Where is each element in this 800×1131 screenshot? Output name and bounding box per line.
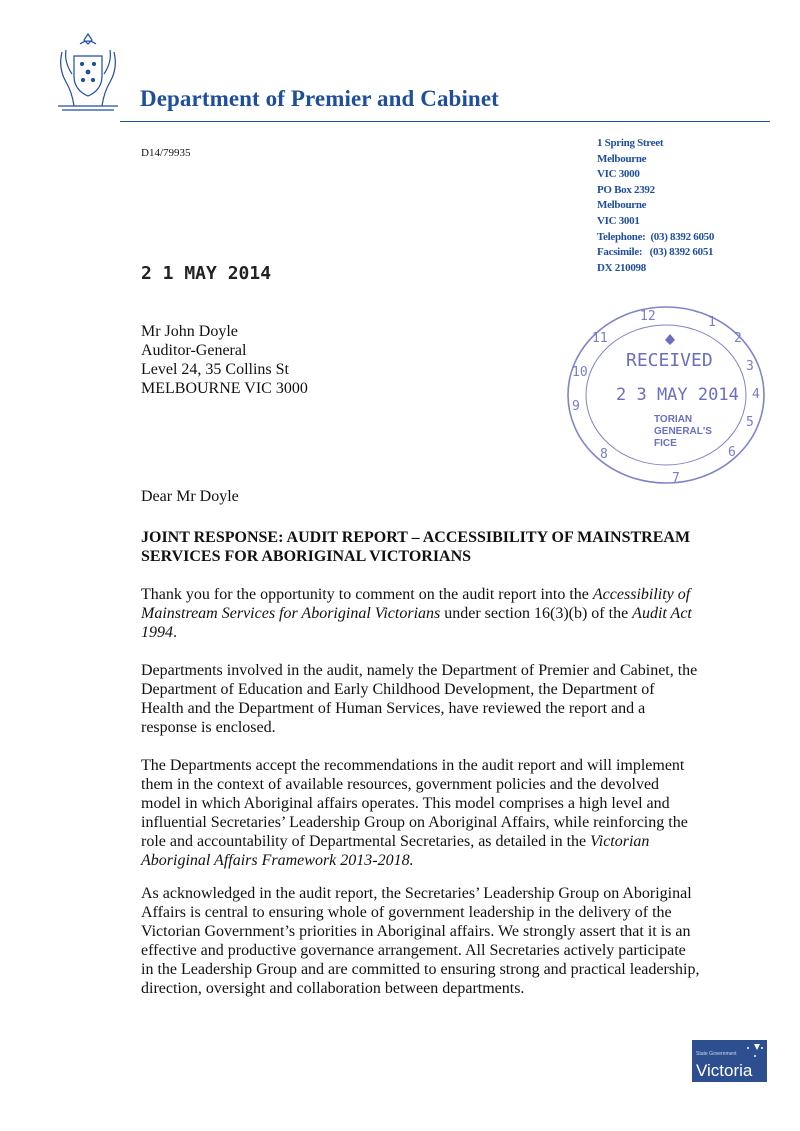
stamp-ring-number: 2 [734, 331, 742, 346]
victoria-logo [692, 1040, 767, 1082]
stamp-ring-number: 10 [572, 365, 588, 380]
address-line: 1 Spring Street [597, 137, 664, 149]
paragraph-2: Departments involved in the audit, namely the Department of Premier and Cabinet, the Department of Education and Early Childhood Development, the Department of Health and the Department of Human Services, have reviewed the report and a response is enclosed. [141, 662, 698, 736]
address-line: Facsimile: (03) 8392 6051 [597, 246, 714, 259]
letter-subject: JOINT RESPONSE: AUDIT REPORT – ACCESSIBILITY OF MAINSTREAM SERVICES FOR ABORIGINAL VICTORIANS [141, 529, 691, 565]
reference-number: D14/79935 [141, 147, 191, 159]
stamp-ring-number: 8 [600, 447, 608, 462]
stamp-ring-number: 11 [592, 331, 608, 346]
stamp-ring-number: 12 [640, 309, 656, 324]
stamp-crest-icon [665, 334, 675, 345]
address-line: Telephone: (03) 8392 6050 [597, 230, 715, 243]
address-line: Melbourne [597, 199, 647, 212]
paragraph-text: under section 16(3)(b) of the [440, 605, 633, 622]
stamp-ring-number: 4 [752, 387, 760, 402]
stamp-ring-number: 9 [572, 399, 580, 414]
stamp-office-line: TORIAN [654, 414, 693, 425]
logo-name: Victoria [696, 1061, 753, 1080]
department-address [597, 136, 714, 276]
framework-title: Victorian Aboriginal Affairs Framework 2013-2018. [141, 833, 650, 869]
header-divider [120, 121, 770, 122]
stamp-office-line: FICE [654, 438, 677, 449]
recipient-name: Mr John Doyle [141, 323, 238, 340]
recipient-city: MELBOURNE VIC 3000 [141, 380, 308, 397]
paragraph-text: Thank you for the opportunity to comment on the audit report into the [141, 586, 593, 603]
address-line: VIC 3001 [597, 214, 640, 227]
stamp-ring-number: 3 [746, 359, 754, 374]
recipient-street: Level 24, 35 Collins St [141, 361, 289, 378]
department-title: Department of Premier and Cabinet [140, 86, 499, 111]
date-stamp: 2 1 MAY 2014 [141, 263, 272, 284]
received-stamp [560, 298, 772, 492]
stamp-ring-number: 6 [728, 445, 736, 460]
address-line: VIC 3000 [597, 168, 640, 181]
act-title: Audit Act 1994 [141, 605, 692, 641]
stamp-received-label: RECEIVED [626, 350, 713, 371]
address-line: Melbourne [597, 152, 647, 165]
coat-of-arms-icon [52, 30, 124, 112]
stamp-date: 2 3 MAY 2014 [616, 385, 739, 405]
paragraph-text: . [173, 624, 177, 641]
report-title: Accessibility of Mainstream Services for Aboriginal Victorians [141, 586, 691, 622]
stamp-ring-number: 1 [708, 315, 716, 330]
paragraph-1 [141, 585, 701, 642]
address-line: PO Box 2392 [597, 183, 655, 196]
paragraph-text: The Departments accept the recommendations in the audit report and will implement them in the context of available resources, government policies and the devolved model in which Aboriginal affairs operates. This model comprises a high level and influential Secretaries’ Leadership Group on Aboriginal Affairs, while reinforcing the role and accountability of Departmental Secretaries, as detailed in the [141, 757, 688, 850]
recipient-address [141, 322, 308, 398]
paragraph-4: As acknowledged in the audit report, the Secretaries’ Leadership Group on Aboriginal Affairs is central to ensuring whole of government leadership in the delivery of the Victorian Government’s priorities in Aboriginal affairs. We strongly assert that it is an effective and productive governance arrangement. All Secretaries actively participate in the Leadership Group and are committed to ensuring strong and practical leadership, direction, oversight and collaboration between departments. [141, 885, 700, 997]
paragraph-3 [141, 756, 701, 870]
salutation: Dear Mr Doyle [141, 488, 239, 505]
recipient-title: Auditor-General [141, 342, 247, 359]
stamp-ring-number: 5 [746, 415, 754, 430]
stamp-office-line: GENERAL'S [654, 426, 712, 437]
stamp-ring-number: 7 [672, 471, 680, 486]
logo-small-text: State Government [696, 1051, 737, 1057]
address-line: DX 210098 [597, 261, 646, 274]
